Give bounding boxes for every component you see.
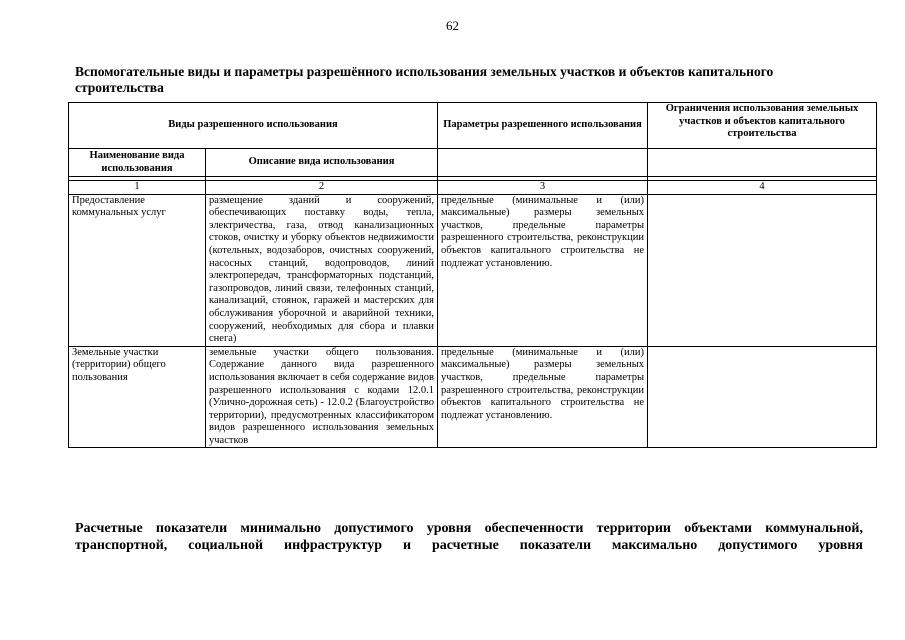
column-number: 4 (648, 181, 877, 195)
column-number: 1 (69, 181, 206, 195)
use-name-cell: Земельные участки (территории) общего пользования (69, 346, 206, 448)
use-parameters-cell: предельные (минимальные и (или) максимальные) размеры земельных участков, предельные параметры разрешенного строительства, реконструкции объектов капитального строительства не подлежат установлению. (438, 346, 648, 448)
use-description-cell: земельные участки общего пользования. Содержание данного вида разрешенного использования включает в себя содержание видов разрешенного использования с кодами 12.0.1 (Улично-дорожная сеть) - 12.0.2 (Благоустройство территории), предусмотренных классификатором видов разрешенного использования земельных участков (206, 346, 438, 448)
column-number: 2 (206, 181, 438, 195)
column-number: 3 (438, 181, 648, 195)
paragraph-line: Расчетные показатели минимально допустимого уровня обеспеченности территории объектами коммунальной, (75, 521, 863, 536)
section-title: Вспомогательные виды и параметры разрешённого использования земельных участков и объектов капитального строительства (75, 64, 774, 95)
use-name-cell: Предоставление коммунальных услуг (69, 194, 206, 346)
header-empty-cell (648, 149, 877, 177)
table-row (69, 346, 877, 448)
paragraph-line: транспортной, социальной инфраструктур и расчетные показатели максимально допустимого уровня (75, 538, 863, 553)
header-kinds-of-use: Виды разрешенного использования (69, 103, 438, 149)
permitted-use-table (68, 102, 877, 448)
header-description-of-use: Описание вида использования (206, 149, 438, 177)
table-row (69, 194, 877, 346)
calculation-indicators-paragraph (75, 520, 863, 554)
header-parameters: Параметры разрешенного использования (438, 103, 648, 149)
page-number: 62 (446, 18, 459, 33)
use-parameters-cell: предельные (минимальные и (или) максимальные) размеры земельных участков, предельные параметры разрешенного строительства, реконструкции объектов капитального строительства не подлежат установлению. (438, 194, 648, 346)
use-description-cell: размещение зданий и сооружений, обеспечивающих поставку воды, тепла, электричества, газа, отвод канализационных стоков, очистку и уборку объектов недвижимости (котельных, водозаборов, очистных сооружений, насосных станций, водопроводов, линий электропередач, трансформаторных подстанций, газопроводов, линий связи, телефонных станций, канализаций, стоянок, гаражей и мастерских для обслуживания уборочной и аварийной техники, сооружений, необходимых для сбора и плавки снега) (206, 194, 438, 346)
use-restrictions-cell (648, 346, 877, 448)
use-restrictions-cell (648, 194, 877, 346)
header-name-of-use: Наименование вида использования (69, 149, 206, 177)
header-restrictions: Ограничения использования земельных участков и объектов капитального строительства (648, 103, 877, 149)
header-empty-cell (438, 149, 648, 177)
